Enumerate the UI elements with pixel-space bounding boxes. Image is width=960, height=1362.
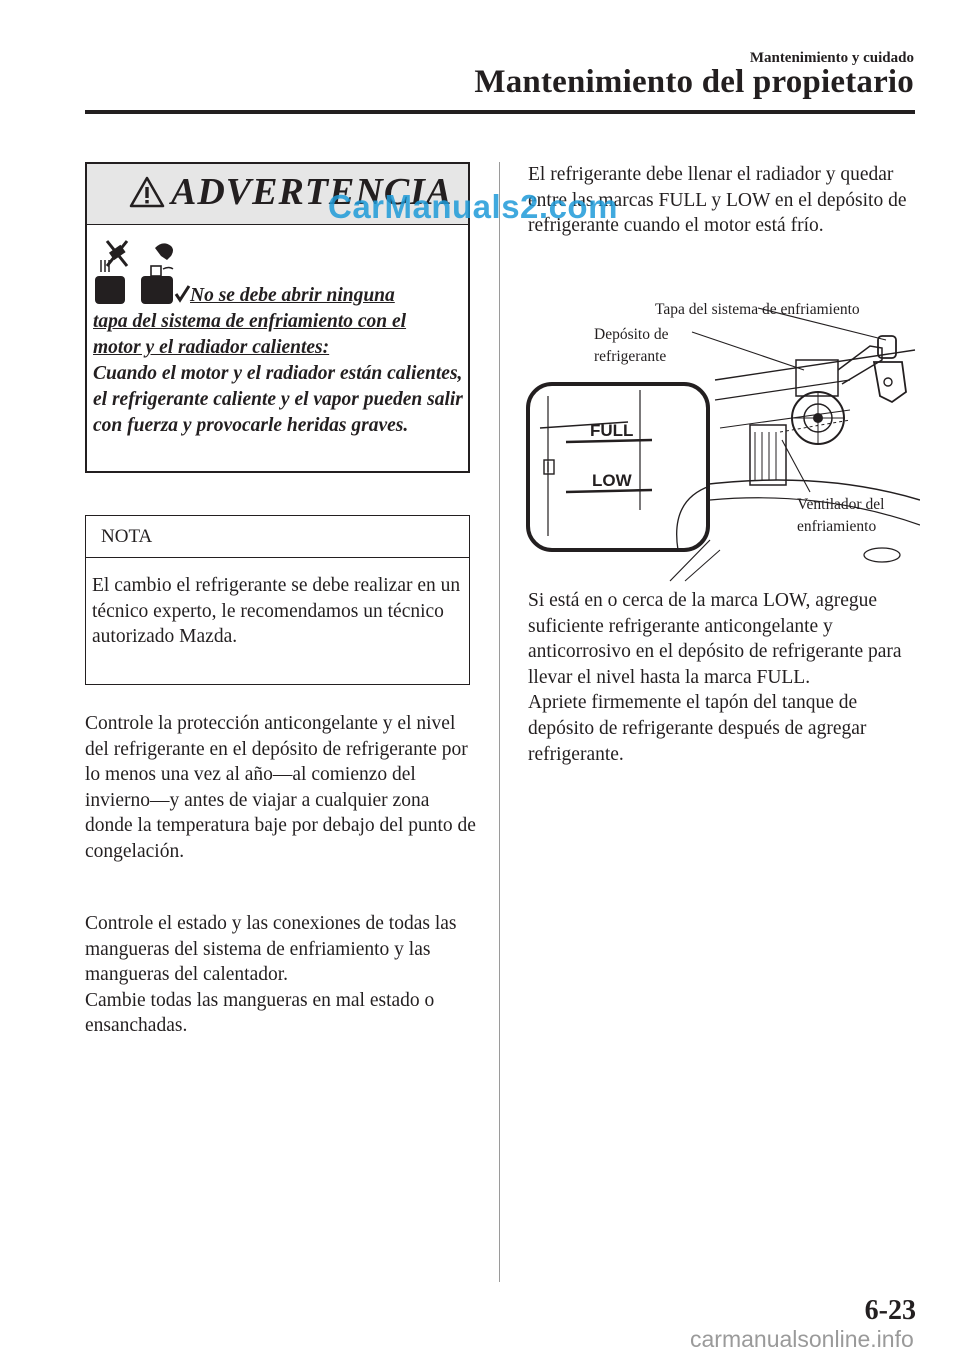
paragraph-add-coolant: Si está en o cerca de la marca LOW, agregue suficiente refrigerante anticongelante y anticorrosivo en el depósito de refrigerante para llevar el nivel hasta la marca FULL. Apriete firmemente el tapón del tanque de depósito de refrigerante después de agregar refrigerante.	[528, 590, 902, 765]
label-fan-line2: enfriamiento	[797, 518, 877, 535]
watermark-bottom: carmanualsonline.info	[690, 1326, 914, 1352]
column-divider	[499, 162, 500, 1282]
label-cap: Tapa del sistema de enfriamiento	[655, 301, 860, 318]
label-fan-line1: Ventilador del	[797, 496, 885, 513]
hot-radiator-reservoir-icon	[93, 236, 193, 308]
paragraph-hoses-check: Controle el estado y las conexiones de todas las mangueras del sistema de enfriamiento y las mangueras del calentador. Cambie todas las mangueras en mal estado o ensanchadas.	[85, 913, 457, 1037]
low-mark: LOW	[592, 471, 632, 490]
label-reservoir-line1: Depósito de	[594, 326, 669, 343]
paragraph-antifreeze-check: Controle la protección anticongelante y el nivel del refrigerante en el depósito de refrigerante por lo menos una vez al año—al comienzo del invierno—y antes de viajar a cualquier zona donde la temperatura baje por debajo del punto de congelación.	[85, 713, 476, 862]
header-divider	[85, 110, 915, 114]
page-number: 6-23	[864, 1295, 916, 1326]
note-title: NOTA	[101, 526, 153, 547]
note-body: El cambio el refrigerante se debe realizar en un técnico experto, le recomendamos un técnico autorizado Mazda.	[92, 575, 461, 647]
warning-text: Cuando el motor y el radiador están calientes, el refrigerante caliente y el vapor pueden salir con fuerza y provocarle heridas graves.	[93, 363, 463, 436]
warning-body	[93, 309, 465, 439]
engine-bay-illustration	[520, 300, 920, 584]
full-mark: FULL	[590, 421, 634, 440]
watermark-top: CarManuals2.com	[328, 188, 618, 225]
paragraph-coolant-level: El refrigerante debe llenar el radiador y quedar entre las marcas FULL y LOW en el depósito de refrigerante cuando el motor está frío.	[528, 164, 907, 237]
warning-title: ADVERTENCIA	[171, 171, 453, 213]
coolant-reservoir-figure	[520, 300, 920, 584]
section-title: Mantenimiento y cuidado	[749, 50, 914, 66]
warning-line-2: motor y el radiador calientes:	[93, 337, 330, 358]
page-title: Mantenimiento del propietario	[474, 64, 914, 100]
note-box	[85, 515, 470, 685]
warning-lead: No se debe abrir ninguna	[190, 285, 395, 306]
warning-line-1: tapa del sistema de enfriamiento con el	[93, 311, 407, 332]
label-reservoir-line2: refrigerante	[594, 348, 667, 365]
note-header	[86, 516, 469, 558]
warning-triangle-icon	[129, 176, 165, 208]
